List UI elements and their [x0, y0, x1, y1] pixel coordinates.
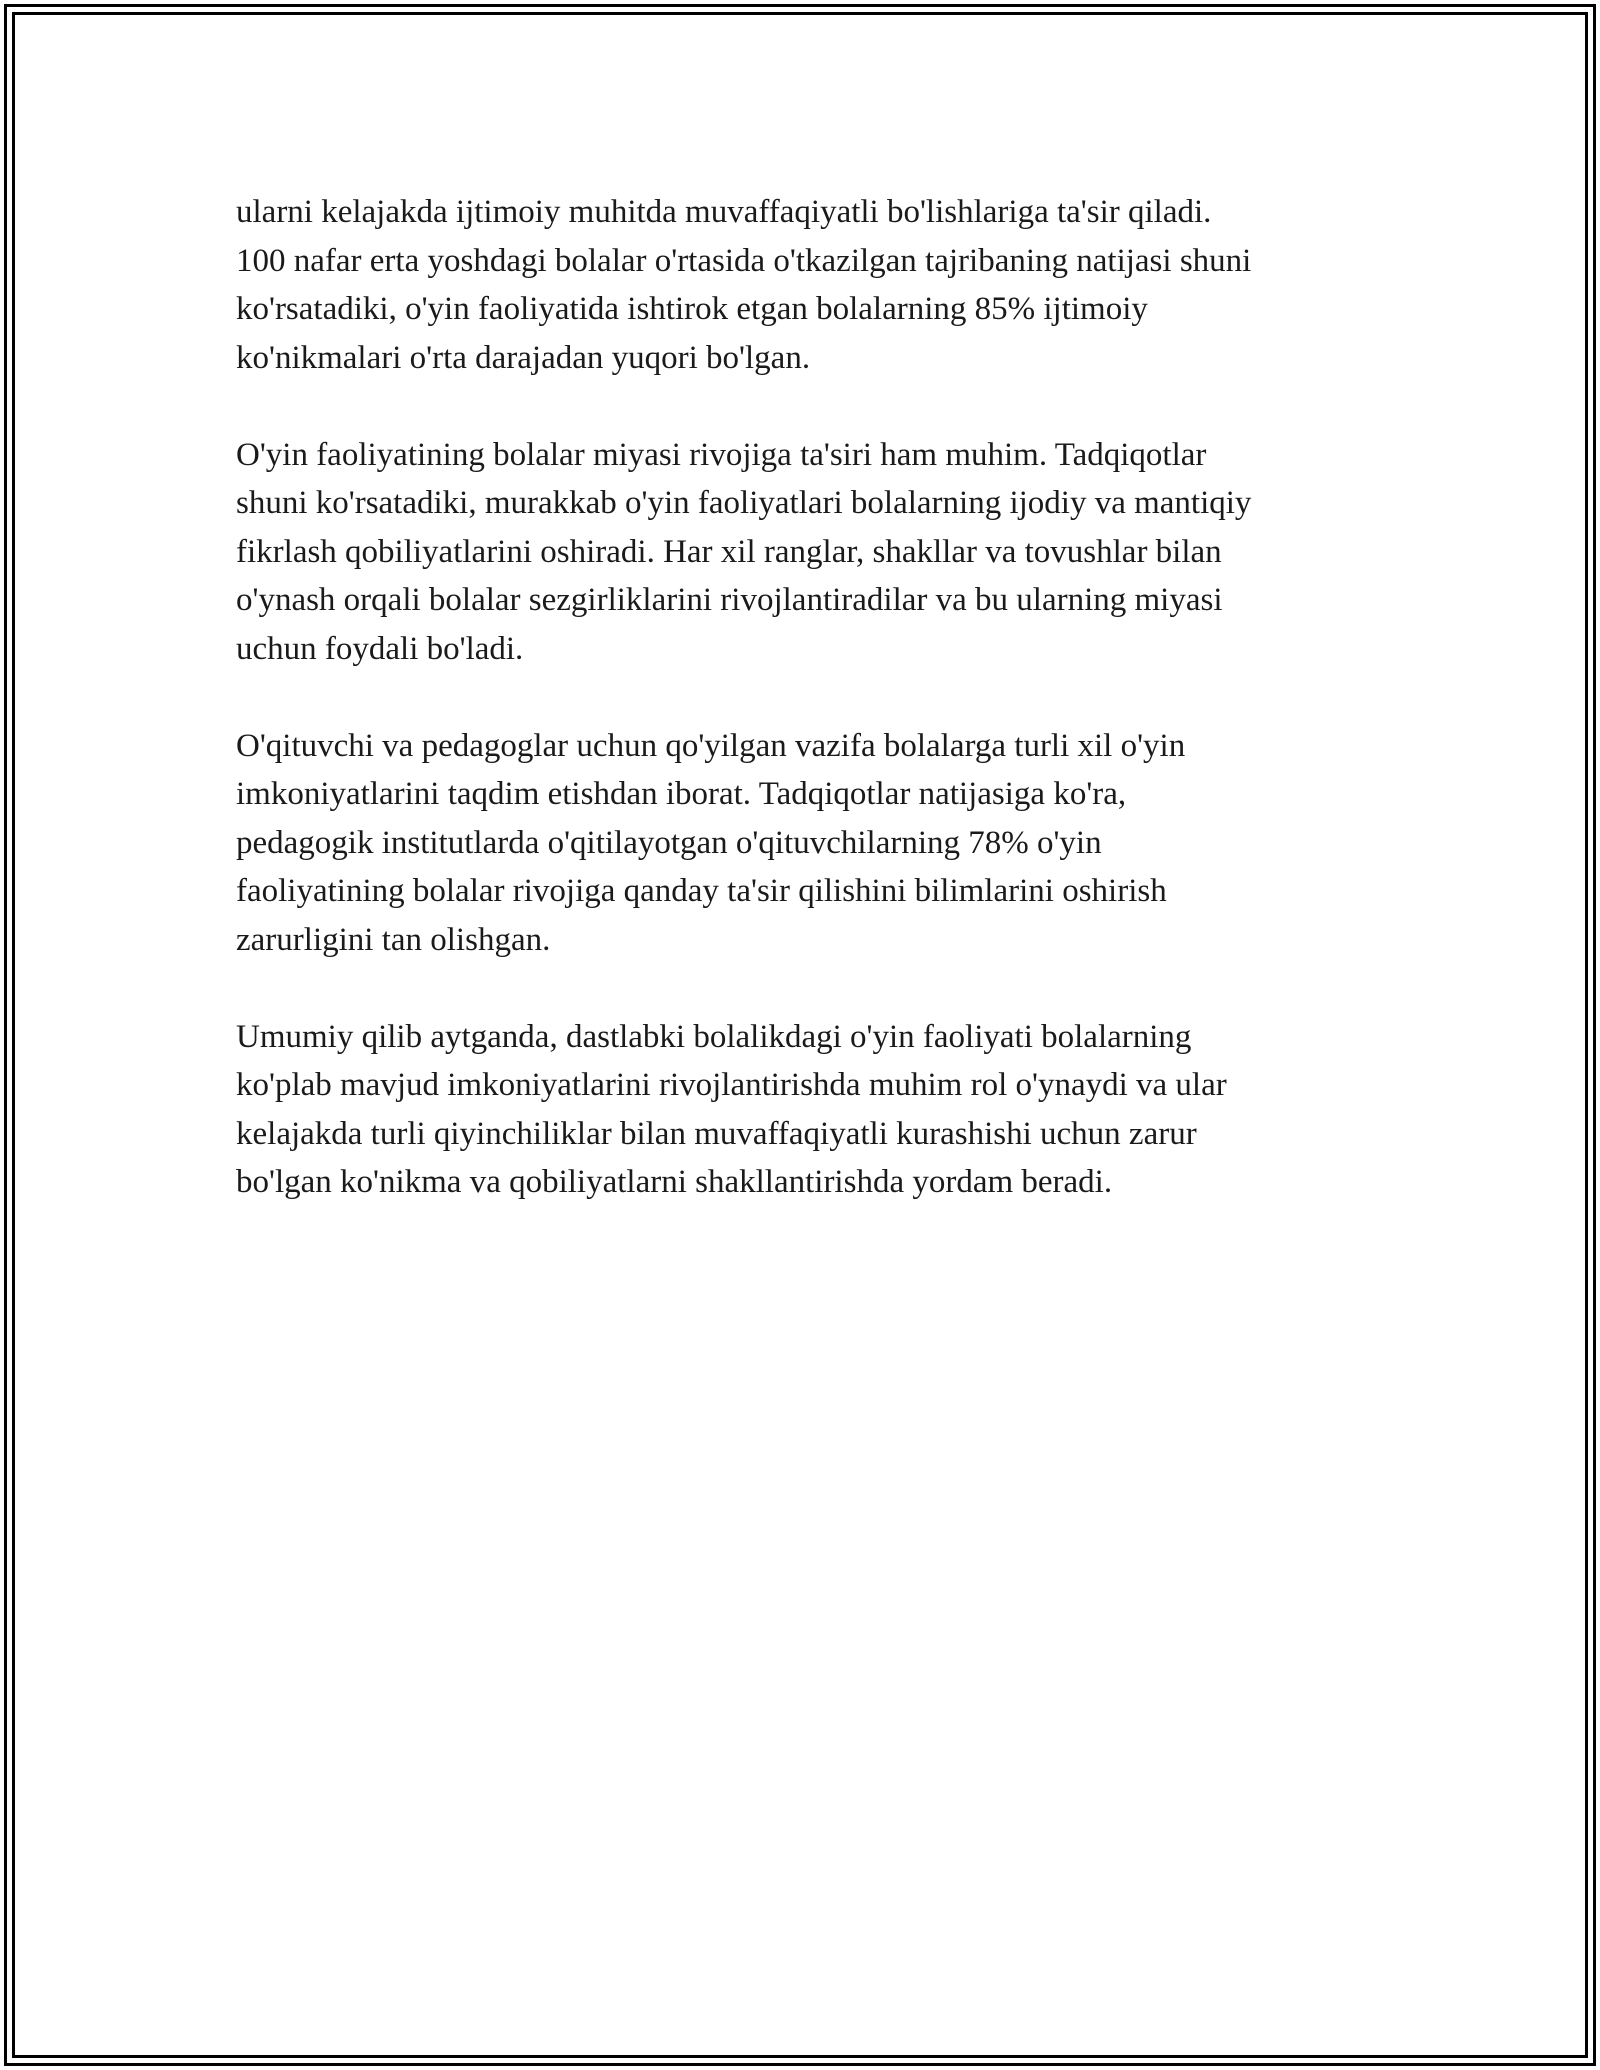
paragraph-teachers-task: O'qituvchi va pedagoglar uchun qo'yilgan vazifa bolalarga turli xil o'yin imkoniyatlarini taqdim etishdan iborat. Tadqiqotlar natijasiga ko'ra, pedagogik institutlarda o'qitilayotgan o'qituvchilarning 78% o'yin faoliyatining bolalar rivojiga qanday ta'sir qilishini bilimlarini oshirish zarurligini tan olishgan. — [236, 727, 1186, 958]
paragraph-brain-development: O'yin faoliyatining bolalar miyasi rivojiga ta'siri ham muhim. Tadqiqotlar shuni ko'rsatadiki, murakkab o'yin faoliyatlari bolalarning ijodiy va mantiqiy fikrlash qobiliyatlarini oshiradi. Har xil ranglar, shakllar va tovushlar bilan o'ynash orqali bolalar sezgirliklarini rivojlantiradilar va bu ularning miyasi uchun foydali bo'ladi. — [236, 436, 1252, 667]
paragraph-conclusion: Umumiy qilib aytganda, dastlabki bolalikdagi o'yin faoliyati bolalarning ko'plab mavjud imkoniyatlarini rivojlantirishda muhim rol o'ynaydi va ular kelajakda turli qiyinchiliklar bilan muvaffaqiyatli kurashishi uchun zarur bo'lgan ko'nikma va qobiliyatlarni shakllantirishda yordam beradi. — [236, 1018, 1227, 1200]
document-body — [236, 188, 1416, 1255]
paragraph-social-skills: ularni kelajakda ijtimoiy muhitda muvaffaqiyatli bo'lishlariga ta'sir qiladi. 100 nafar erta yoshdagi bolalar o'rtasida o'tkazilgan tajribaning natijasi shuni ko'rsatadiki, o'yin faoliyatida ishtirok etgan bolalarning 85% ijtimoiy ko'nikmalari o'rta darajadan yuqori bo'lgan. — [236, 194, 1252, 376]
